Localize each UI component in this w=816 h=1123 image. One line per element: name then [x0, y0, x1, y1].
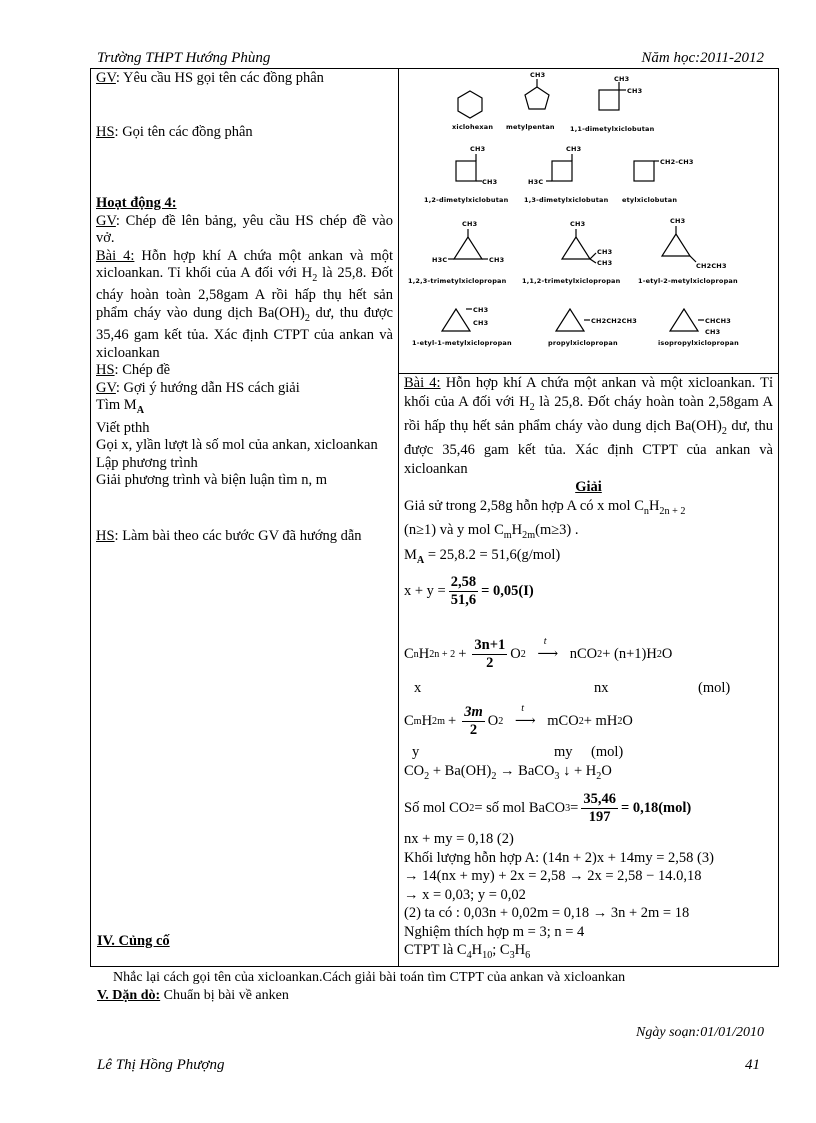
group-label: CH3	[530, 71, 546, 79]
content-column	[399, 69, 779, 967]
text: = số mol BaCO	[474, 799, 566, 816]
isomer-name: 1,1,2-trimetylxiclopropan	[522, 277, 621, 285]
text: C	[404, 646, 414, 663]
group-label: CH3	[473, 306, 489, 314]
step-write-equations: Viết pthh	[96, 419, 150, 436]
sub: 2	[469, 802, 475, 814]
sub: 2	[304, 312, 310, 324]
text: ↓ + H	[559, 762, 597, 779]
solution-line: → 14(nx + my) + 2x = 2,58 → 2x = 2,58 − 14.0,18	[404, 868, 702, 885]
denominator: 2	[486, 655, 494, 672]
group-label: H3C	[432, 256, 448, 264]
exercise-text: dư, thu được 35,46 gam kết tủa. Xác định CTPT của ankan và xicloankan	[404, 417, 773, 477]
text: = 25,8.2 = 51,6(g/mol)	[424, 546, 561, 563]
author: Lê Thị Hồng Phượng	[97, 1057, 225, 1073]
exercise-4-left	[96, 248, 393, 363]
exercise-text: Hỗn hợp khí A chứa một ankan và một xicloankan. Tỉ khối của A đối với H	[96, 247, 393, 281]
sub: 2	[596, 770, 602, 782]
text: t	[521, 703, 525, 715]
mole-row-1	[404, 678, 773, 700]
exercise-text: là 25,8. Đốt cháy hoàn toàn 2,58gam A rồi hấp thụ hết sản phẩm cháy vào dung dịch Ba(OH)	[404, 393, 773, 434]
solution-heading: Giải	[575, 479, 602, 496]
cyclopropane-ring	[670, 309, 698, 331]
solution-line: → x = 0,03; y = 0,02	[404, 886, 526, 903]
structures-drawing	[404, 69, 769, 373]
sub: 2n + 2	[429, 649, 456, 661]
sub: 3	[509, 950, 515, 962]
result: = 0,18(mol)	[620, 799, 692, 816]
section-4-title: IV. Củng cố	[97, 933, 170, 949]
exercise-text: là 25,8. Đốt cháy hoàn toàn 2,58gam A rồi hấp thụ hết sản phẩm cháy vào dung dịch Ba(OH)	[96, 265, 393, 321]
reaction-arrow: t ⟶	[514, 703, 536, 730]
sub: A	[416, 554, 425, 566]
isomer-name: 1,2,3-trimetylxiclopropan	[408, 277, 507, 285]
solution-line: nx + my = 0,18 (2)	[404, 831, 514, 848]
step-define-variables: Gọi x, ylần lượt là số mol của ankan, xicloankan	[96, 437, 378, 454]
text: my	[554, 743, 573, 760]
denominator: 51,6	[450, 592, 477, 609]
cyclopropane-ring	[442, 309, 470, 331]
step-solve: Giải phương trình và biện luận tìm n, m	[96, 472, 327, 489]
sub: 4	[466, 950, 472, 962]
group-label: CH2CH3	[696, 262, 727, 270]
group-label: CH3	[570, 220, 586, 228]
reaction-co2-baoh2	[404, 762, 773, 786]
page-number: 41	[745, 1057, 760, 1073]
group-label: CH3	[597, 248, 613, 256]
solution-line: Nghiệm thích hợp m = 3; n = 4	[404, 923, 585, 940]
solution-line: (2) ta có : 0,03n + 0,02m = 0,18 → 3n + 2m = 18	[404, 905, 690, 922]
sub: A	[136, 405, 144, 417]
moles-co2	[404, 786, 773, 830]
section-5-title: V. Dặn dò:	[97, 988, 161, 1003]
text: → BaCO	[496, 762, 555, 779]
cyclopropane-ring	[662, 234, 690, 256]
reaction-arrow: t ⟶	[537, 636, 559, 663]
molar-mass	[404, 546, 773, 570]
denominator: 197	[588, 808, 611, 825]
reaction-cycloalkane	[404, 700, 773, 744]
hs-label: HS	[96, 527, 115, 544]
sub: n	[413, 649, 419, 661]
isomer-name: propylxiclopropan	[548, 339, 618, 347]
cyclopentane-ring	[525, 87, 549, 109]
sub: m	[503, 530, 512, 542]
text: + Ba(OH)	[429, 762, 492, 779]
isomer-name: 1,1-dimetylxiclobutan	[570, 125, 655, 133]
text: M	[404, 546, 417, 563]
group-label: CH2CH2CH3	[591, 317, 637, 325]
text: +	[448, 713, 457, 730]
denominator: 2	[469, 722, 478, 739]
numerator: 3n+1	[474, 637, 506, 654]
sub: 3	[565, 802, 571, 814]
group-label: CH3	[566, 145, 582, 153]
group-label: CH3	[462, 220, 478, 228]
hs-instruction: : Gọi tên các đồng phân	[114, 123, 253, 140]
text: mCO	[547, 713, 579, 730]
cyclopropane-ring	[562, 237, 590, 259]
text: ; C	[492, 942, 510, 959]
text: H	[421, 713, 433, 730]
sub: 2	[617, 716, 623, 728]
text: O	[601, 762, 612, 779]
result: = 0,05(I)	[481, 583, 534, 600]
section-4-text: Nhắc lại cách gọi tên của xicloankan.Cách giải bài toán tìm CTPT của ankan và xicloankan	[113, 970, 626, 985]
cyclobutane-ring	[599, 90, 619, 110]
activity-4-heading: Hoạt động 4:	[96, 195, 177, 211]
text: (n≥1) và y mol C	[404, 522, 504, 539]
text: + (n+1)H	[602, 646, 657, 663]
teacher-activity-column	[91, 69, 399, 967]
text: t	[543, 636, 547, 648]
cyclobutane-ring	[634, 161, 654, 181]
text: (m≥3) .	[535, 522, 579, 539]
gv-label: GV	[96, 379, 116, 396]
text: O	[510, 646, 521, 663]
fraction	[472, 637, 507, 672]
school-year: Năm học:2011-2012	[641, 50, 764, 66]
group-label: CH3	[597, 259, 613, 267]
sub: 2	[578, 716, 584, 728]
sub: 2	[424, 770, 430, 782]
numerator: 2,58	[450, 574, 477, 591]
text: O	[487, 713, 499, 730]
text: H	[648, 497, 660, 514]
text: y	[412, 743, 420, 760]
group-label: H3C	[528, 178, 544, 186]
hs-label: HS	[96, 123, 115, 140]
mole-row-2	[404, 744, 773, 762]
sub: 2	[529, 401, 535, 413]
text: H	[514, 942, 526, 959]
exercise-text: Hỗn hợp khí A chứa một ankan và một xicloankan. Tỉ khối của A đối với H	[404, 375, 773, 410]
text: CTPT là C	[404, 942, 467, 959]
exercise-label: Bài 4:	[404, 375, 441, 391]
text: C	[404, 713, 414, 730]
school-name: Trường THPT Hướng Phùng	[97, 50, 271, 66]
hs-label: HS	[96, 362, 115, 379]
sub: 2m	[522, 530, 536, 542]
group-label: CHCH3	[705, 317, 731, 325]
sub: 2	[498, 716, 504, 728]
group-label: CH3	[627, 87, 643, 95]
sub: 2	[597, 649, 603, 661]
final-formula	[404, 941, 773, 965]
group-label: CH3	[489, 256, 505, 264]
isomer-name: etylxiclobutan	[622, 196, 678, 204]
gv-instruction: : Gợi ý hướng dẫn HS cách giải	[115, 379, 300, 396]
text: + mH	[583, 713, 618, 730]
sub: 2m	[432, 716, 445, 728]
text: H	[418, 646, 430, 663]
group-label: CH3	[470, 145, 486, 153]
group-label: CH3	[614, 75, 630, 83]
sub: 2	[656, 649, 662, 661]
text: +	[458, 646, 467, 663]
text: CO	[404, 762, 425, 779]
text: Giả sử trong 2,58g hỗn hợp A có x mol C	[404, 497, 644, 514]
text: =	[570, 799, 579, 816]
text: H	[511, 522, 523, 539]
section-5-text: Chuẩn bị bài về anken	[160, 988, 289, 1003]
solution-block	[399, 373, 778, 966]
numerator: 3m	[464, 704, 483, 721]
step-set-equations: Lập phương trình	[96, 454, 198, 471]
step-find-ma: Tìm M	[96, 397, 137, 414]
isomer-structures	[404, 69, 773, 373]
fraction	[581, 791, 618, 826]
isomer-name: isopropylxiclopropan	[658, 339, 739, 347]
sub: 3	[554, 770, 560, 782]
sub: 2	[312, 272, 318, 284]
isomer-name: xiclohexan	[452, 123, 494, 131]
date-prepared: Ngày soạn:01/01/2010	[636, 1025, 764, 1040]
group-label: CH3	[482, 178, 498, 186]
hs-instruction: : Chép đề	[114, 362, 171, 379]
hs-instruction: : Làm bài theo các bước GV đã hướng dẫn	[114, 527, 362, 544]
sub: 2	[721, 425, 727, 437]
sub: 6	[525, 950, 531, 962]
text: nx	[594, 679, 609, 696]
sub: 2	[491, 770, 497, 782]
text: (mol)	[591, 743, 624, 760]
cyclobutane-ring	[456, 161, 476, 181]
numerator: 35,46	[583, 790, 616, 807]
group-label: CH2-CH3	[660, 158, 694, 166]
sub: m	[413, 716, 422, 728]
equation-x-plus-y	[404, 570, 773, 614]
group-label: CH3	[670, 217, 686, 225]
text: nCO	[569, 646, 598, 663]
reaction-alkane	[404, 632, 773, 678]
group-label: CH3	[473, 319, 489, 327]
text: Số mol CO	[404, 799, 470, 816]
sub: n	[643, 505, 649, 517]
text: O	[622, 713, 633, 730]
exercise-text: dư, thu được 35,46 gam kết tủa. Xác định CTPT của ankan và xicloankan	[96, 304, 393, 361]
exercise-label: Bài 4:	[96, 247, 135, 264]
isomer-name: metylpentan	[506, 123, 555, 131]
sub: 2	[520, 649, 526, 661]
assumption	[404, 497, 773, 521]
text: O	[661, 646, 673, 663]
exercise-4-right	[404, 374, 773, 478]
isomer-name: 1-etyl-2-metylxiclopropan	[638, 277, 738, 285]
text: H	[471, 942, 483, 959]
section-5	[97, 988, 289, 1004]
isomer-name: 1-etyl-1-metylxiclopropan	[412, 339, 512, 347]
solution-line: Khối lượng hỗn hợp A: (14n + 2)x + 14my = 2,58 (3)	[404, 849, 714, 866]
text: x + y =	[404, 583, 446, 600]
gv-label: GV	[96, 70, 116, 86]
cyclohexane-ring	[458, 91, 482, 118]
isomer-name: 1,2-dimetylxiclobutan	[424, 196, 509, 204]
fraction	[462, 704, 485, 739]
cyclobutane-ring	[552, 161, 572, 181]
lesson-table	[90, 68, 779, 967]
gv-instruction: : Chép đề lên bảng, yêu cầu HS chép đề vào vở.	[96, 212, 393, 246]
fraction	[449, 574, 478, 609]
sub: 10	[482, 950, 493, 962]
text: (mol)	[698, 679, 731, 696]
gv-label: GV	[96, 212, 116, 229]
gv-instruction: : Yêu cầu HS gọi tên các đồng phân	[115, 70, 324, 86]
sub: 2n + 2	[659, 505, 686, 517]
text: x	[414, 679, 422, 696]
group-label: CH3	[705, 328, 721, 336]
cyclopropane-ring	[556, 309, 584, 331]
cyclopropane-ring	[454, 237, 482, 259]
assumption-2	[404, 521, 773, 545]
isomer-name: 1,3-dimetylxiclobutan	[524, 196, 609, 204]
